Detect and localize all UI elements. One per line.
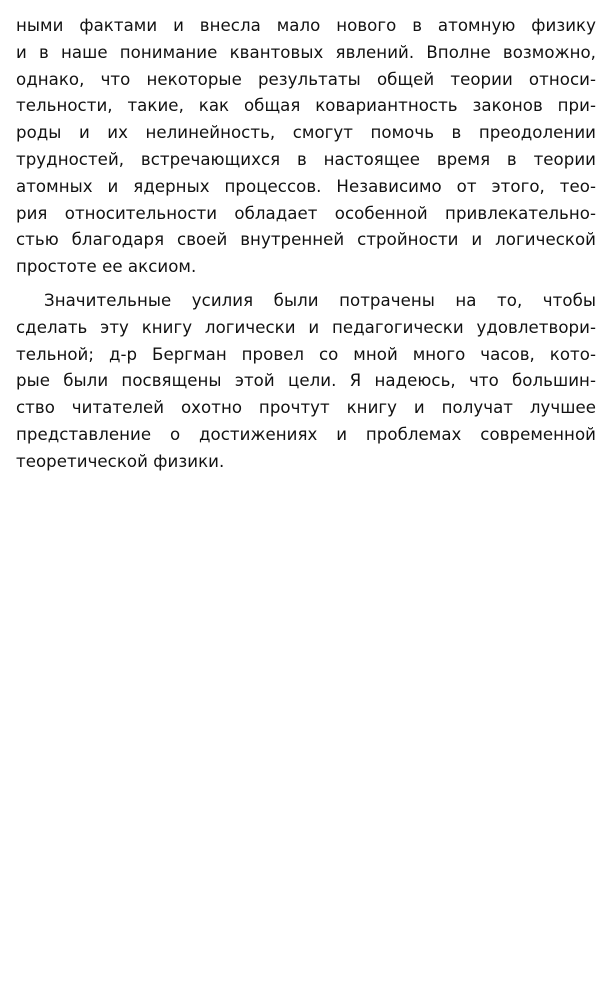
text-line: ство читателей охотно прочтут книгу и получат лучшее — [16, 398, 596, 418]
text-line: тельности, такие, как общая ковариантность законов при- — [16, 96, 596, 116]
text-line: сделать эту книгу логически и педагогически удовлетвори- — [16, 317, 596, 337]
text-line: однако, что некоторые результаты общей теории относи- — [16, 69, 596, 89]
text-line: теоретической физики. — [16, 451, 225, 471]
paragraph-1 — [16, 13, 596, 281]
text-line: и в наше понимание квантовых явлений. Вполне возможно, — [16, 42, 596, 62]
text-line: рия относительности обладает особенной привлекательно- — [16, 203, 596, 223]
text-line: стью благодаря своей внутренней стройности и логической — [16, 230, 596, 250]
text-line: атомных и ядерных процессов. Независимо от этого, тео- — [16, 176, 596, 196]
text-line: тельной; д-р Бергман провел со мной много часов, кото- — [16, 344, 596, 364]
text-line: представление о достижениях и проблемах современной — [16, 424, 596, 444]
paragraph-2 — [16, 288, 596, 476]
text-line: рые были посвящены этой цели. Я надеюсь, что большин- — [16, 371, 596, 391]
text-line: ными фактами и внесла мало нового в атомную физику — [16, 16, 596, 35]
document-page — [16, 13, 596, 476]
text-line: Значительные усилия были потрачены на то, чтобы — [44, 290, 596, 310]
text-line: простоте ее аксиом. — [16, 257, 197, 277]
text-line: трудностей, встречающихся в настоящее время в теории — [16, 149, 596, 169]
text-line: роды и их нелинейность, смогут помочь в преодолении — [16, 123, 596, 143]
